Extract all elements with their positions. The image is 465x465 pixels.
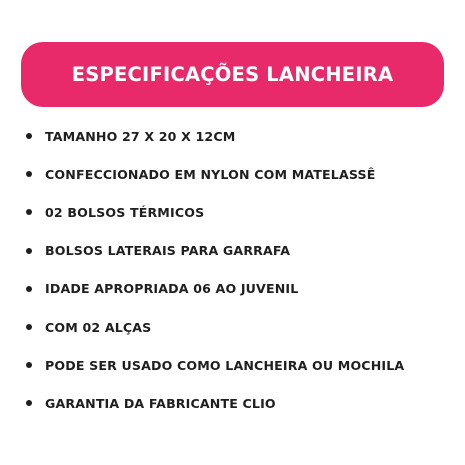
bullet-icon bbox=[26, 133, 32, 139]
bullet-icon bbox=[26, 324, 32, 330]
bullet-icon bbox=[26, 286, 32, 292]
spec-item-label: GARANTIA DA FABRICANTE CLIO bbox=[45, 395, 276, 411]
title-banner bbox=[21, 42, 444, 107]
bullet-icon bbox=[26, 400, 32, 406]
banner-title: ESPECIFICAÇÕES LANCHEIRA bbox=[71, 63, 394, 86]
spec-item-label: CONFECCIONADO EM NYLON COM MATELASSÊ bbox=[45, 166, 376, 182]
spec-item-usage bbox=[22, 346, 404, 384]
spec-item-label: TAMANHO 27 X 20 X 12CM bbox=[45, 128, 236, 144]
spec-item-label: BOLSOS LATERAIS PARA GARRAFA bbox=[45, 243, 291, 259]
bullet-icon bbox=[26, 171, 32, 177]
spec-item-size bbox=[22, 117, 404, 155]
spec-item-side-pockets bbox=[22, 232, 404, 270]
spec-item-warranty bbox=[22, 384, 404, 422]
bullet-icon bbox=[26, 248, 32, 254]
spec-item-label: 02 BOLSOS TÉRMICOS bbox=[45, 204, 205, 220]
spec-item-label: COM 02 ALÇAS bbox=[45, 319, 152, 335]
specifications-list bbox=[22, 117, 404, 423]
spec-item-thermal-pockets bbox=[22, 193, 404, 231]
bullet-icon bbox=[26, 209, 32, 215]
spec-item-label: PODE SER USADO COMO LANCHEIRA OU MOCHILA bbox=[45, 357, 405, 373]
spec-item-material bbox=[22, 155, 404, 193]
bullet-icon bbox=[26, 362, 32, 368]
spec-item-label: IDADE APROPRIADA 06 AO JUVENIL bbox=[45, 281, 299, 297]
spec-item-age bbox=[22, 270, 404, 308]
spec-item-straps bbox=[22, 308, 404, 346]
